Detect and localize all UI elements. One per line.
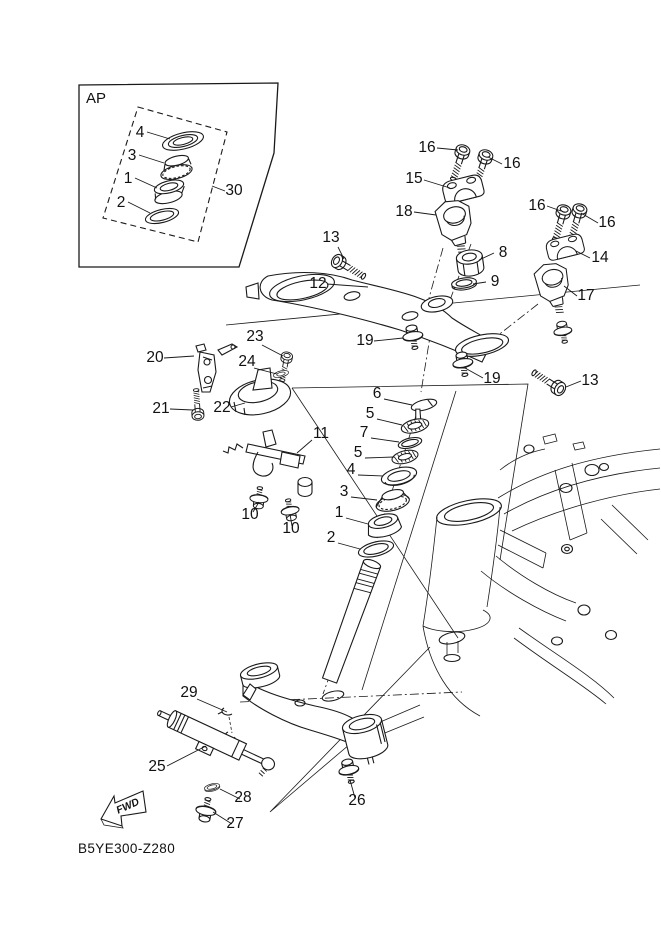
part-7-washer: [397, 435, 423, 450]
inset-label-ap: AP: [86, 90, 107, 107]
part-5-ring-nut-b: [391, 448, 420, 466]
callout-18[interactable]: 18: [395, 203, 413, 220]
callout-16[interactable]: 16: [598, 214, 616, 231]
callout-19[interactable]: 19: [356, 332, 374, 349]
part-1-lower-bearing: [364, 511, 402, 540]
screw-21: [190, 388, 204, 420]
callout-9[interactable]: 9: [490, 273, 500, 290]
bolt-13-right: [529, 366, 568, 398]
callout-20[interactable]: 20: [146, 349, 164, 366]
callout-17[interactable]: 17: [577, 287, 595, 304]
inset-part-1-bearing: [151, 177, 187, 206]
callout-11[interactable]: 11: [312, 425, 330, 442]
callout-14[interactable]: 14: [591, 249, 609, 266]
fwd-arrow: [101, 791, 146, 828]
damper-25: [151, 704, 278, 782]
callout-16[interactable]: 16: [503, 155, 521, 172]
callout-23[interactable]: 23: [246, 328, 264, 345]
callout-6[interactable]: 6: [372, 385, 382, 402]
callout-27[interactable]: 27: [226, 815, 244, 832]
washer-24: [273, 369, 290, 379]
washer-28: [204, 782, 221, 793]
inset-part-2-seal: [144, 206, 180, 227]
part-3-upper-bearing: [373, 487, 411, 515]
steering-nut-group: [451, 248, 485, 291]
callout-13[interactable]: 13: [322, 229, 340, 246]
callout-29[interactable]: 29: [180, 684, 198, 701]
lock-group: [190, 344, 312, 522]
callout-5[interactable]: 5: [353, 444, 363, 461]
fwd-label: FWD: [114, 795, 142, 817]
callout-16[interactable]: 16: [418, 139, 436, 156]
callout-2[interactable]: 2: [116, 194, 126, 211]
callout-4[interactable]: 4: [135, 124, 145, 141]
screw-10-b: [279, 497, 301, 522]
callout-7[interactable]: 7: [359, 424, 369, 441]
inset-part-3-bearing: [157, 153, 193, 182]
diagram-code: B5YE300-Z280: [78, 841, 176, 856]
callout-30[interactable]: 30: [225, 182, 243, 199]
callout-2[interactable]: 2: [326, 529, 336, 546]
clamp-14: [545, 233, 586, 262]
callout-5[interactable]: 5: [365, 405, 375, 422]
callout-1[interactable]: 1: [334, 504, 344, 521]
callout-19[interactable]: 19: [483, 370, 501, 387]
callout-3[interactable]: 3: [127, 147, 137, 164]
bolt-19-c: [552, 320, 574, 345]
callout-8[interactable]: 8: [498, 244, 508, 261]
inset-box-group: [79, 83, 278, 267]
callout-3[interactable]: 3: [339, 483, 349, 500]
bolt-26: [337, 757, 362, 785]
inset-part-4-cover: [161, 128, 206, 154]
lower-bracket: [239, 660, 391, 769]
nut-8: [455, 248, 484, 277]
callout-28[interactable]: 28: [234, 789, 252, 806]
callout-12[interactable]: 12: [309, 275, 327, 292]
callout-25[interactable]: 25: [148, 758, 166, 775]
callout-16[interactable]: 16: [528, 197, 546, 214]
part-4-bearing-cover: [380, 464, 419, 489]
part-5-ring-nut-a: [400, 416, 430, 435]
callout-4[interactable]: 4: [346, 461, 356, 478]
bracket-11: [223, 430, 312, 497]
callout-24[interactable]: 24: [238, 353, 256, 370]
callout-21[interactable]: 21: [152, 400, 170, 417]
callout-10[interactable]: 10: [282, 520, 300, 537]
clamp-15: [441, 173, 485, 204]
callout-13[interactable]: 13: [581, 372, 599, 389]
upper-bracket-group: [246, 252, 574, 397]
callout-10[interactable]: 10: [241, 506, 259, 523]
steering-stem: [321, 558, 382, 684]
callout-26[interactable]: 26: [348, 792, 366, 809]
bolt-27: [194, 796, 218, 824]
bracket-11-cylinder: [298, 478, 312, 497]
holder-18: [433, 197, 479, 257]
callout-15[interactable]: 15: [405, 170, 423, 187]
callout-22[interactable]: 22: [213, 399, 231, 416]
callout-1[interactable]: 1: [123, 170, 133, 187]
holder-17: [533, 260, 577, 317]
lock-assembly-20: [196, 344, 237, 392]
frame-head-tube: [423, 494, 504, 662]
steering-stem-group: [239, 558, 391, 769]
